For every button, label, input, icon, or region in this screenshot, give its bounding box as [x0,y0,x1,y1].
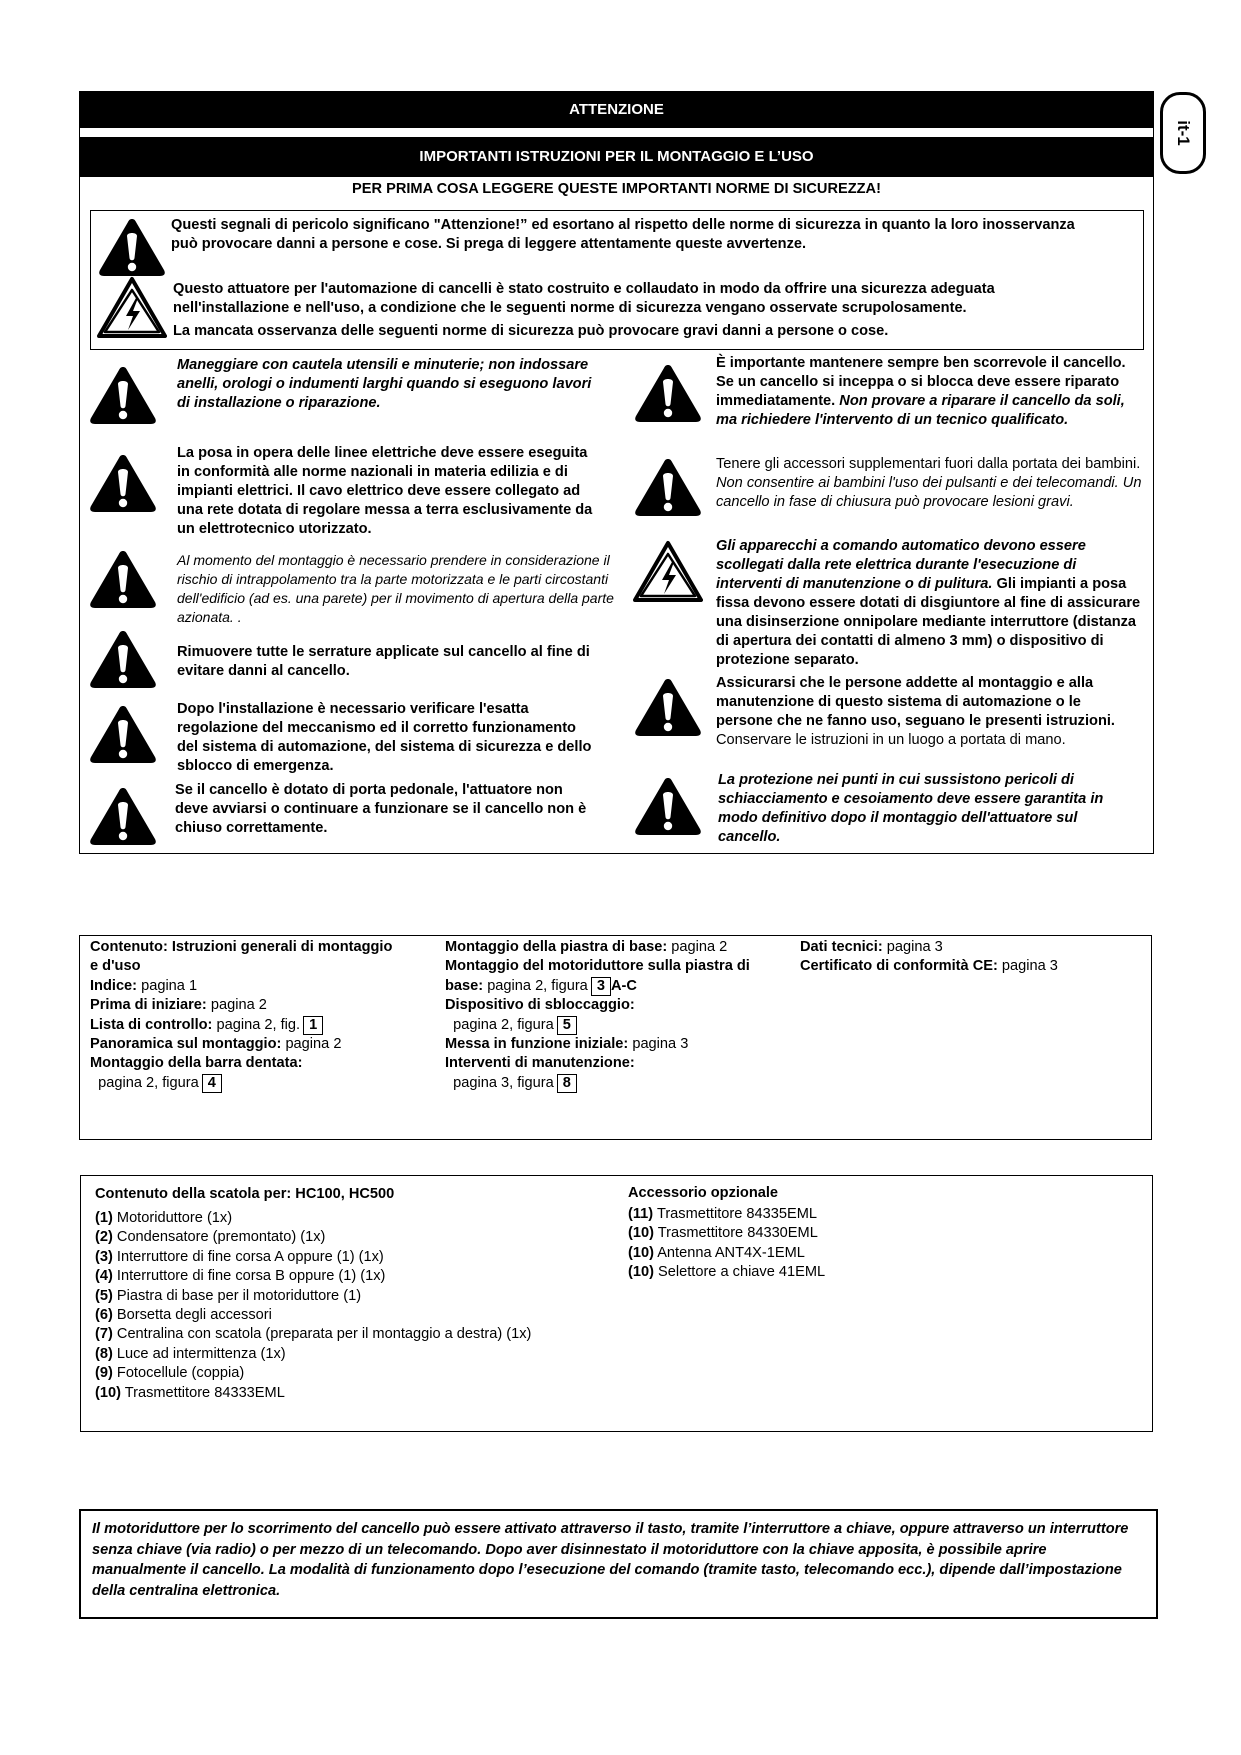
intro-text-3: La mancata osservanza delle seguenti norme di sicurezza può provocare gravi danni a persone o cose. [173,323,889,339]
warning-icon [88,785,158,847]
item-text: Borsetta degli accessori [116,1307,272,1324]
figure-number: 8 [557,1074,577,1093]
page-tab [1160,92,1206,174]
list-item [628,1205,825,1224]
toc-entry-label: Dati tecnici: [800,939,883,955]
figure-suffix: A-C [610,977,637,994]
toc-entry [445,1016,795,1035]
toc-entry [800,938,1130,957]
toc-entry-page: pagina 3 [632,1036,689,1053]
item-number: (11) [628,1206,654,1222]
toc-entry-page: pagina 2, figura [487,977,588,994]
item-number: (10) [628,1244,654,1261]
toc-entry-label: e d'uso [90,958,141,975]
toc-entry-label: Dispositivo di sbloccaggio: [445,997,635,1014]
list-item [95,1228,531,1247]
warning-follow-instructions-bold: Assicurarsi che le persone addette al montaggio e alla manutenzione di questo sistema di automazione o le persone che ne fanno uso, seguano le presenti istruzioni. [716,675,1115,729]
item-text: Fotocellule (coppia) [116,1365,245,1382]
item-text: Antenna ANT4X-1EML [657,1244,805,1261]
toc-entry-label: Montaggio della piastra di base: [445,939,668,955]
item-number: (9) [95,1365,113,1382]
list-item [95,1306,531,1325]
warning-smooth-gate [716,354,1146,430]
toc-entry-page: pagina 2 [210,997,267,1014]
item-number: (2) [95,1229,113,1246]
item-number: (3) [95,1248,113,1265]
toc-entry [90,996,430,1015]
list-item [95,1384,531,1403]
safety-subtitle: PER PRIMA COSA LEGGERE QUESTE IMPORTANTI NORME DI SICUREZZA! [352,181,881,197]
toc-entry [445,977,795,996]
warning-icon [88,703,158,765]
toc-entry-label: Montaggio della barra dentata: [90,1055,303,1072]
toc-entry-label: Prima di iniziare: [90,997,207,1014]
item-text: Luce ad intermittenza (1x) [116,1345,286,1362]
warning-smooth-gate-italic: Non provare a riparare il cancello da soli, ma richiedere l'intervento di un tecnico qualificato. [716,393,1125,428]
toc-entry [90,1054,430,1073]
warning-disconnect-italic: Gli apparecchi a comando automatico devono essere scollegati dalla rete elettrica durante l'esecuzione di interventi di manutenzione o di pulitura. [716,538,1086,592]
item-text: Trasmettitore 84333EML [124,1384,285,1401]
intro-text-1: Questi segnali di pericolo significano "Attenzione!” ed esortano al rispetto delle norme di sicurezza in quanto la loro inosservanza può provocare danni a persone e cose. Si prega di leggere attentamente queste avvertenze. [171,217,1075,252]
warning-disconnect-text: Gli impianti a posa fissa devono essere dotati di disgiuntore al fine di assicurare una disinserzione onnipolare mediante interruttore (distanza di apertura dei contatti di almeno 3 mm) o dispositivo di protezione separato. [716,576,1141,668]
toc-entry-label: Messa in funzione iniziale: [445,1036,629,1053]
list-item [95,1209,531,1228]
item-number: (8) [95,1345,113,1362]
warning-children-italic: Non consentire ai bambini l'uso dei pulsanti e dei telecomandi. Un cancello in fase di chiusura può provocare lesioni gravi. [716,475,1142,510]
item-text: Interruttore di fine corsa B oppure (1) (1x) [116,1268,386,1285]
list-item [95,1287,531,1306]
toc-entry [445,938,795,957]
toc-entry-label: Interventi di manutenzione: [445,1055,635,1072]
figure-number: 3 [591,977,611,996]
toc-column-3 [800,938,1130,977]
item-number: (7) [95,1326,113,1343]
list-item [95,1364,531,1383]
item-text: Interruttore di fine corsa A oppure (1) (1x) [116,1248,384,1265]
toc-entry-label: Panoramica sul montaggio: [90,1036,282,1053]
toc-entry-label: base: [445,977,484,994]
toc-entry-page: pagina 3 [1001,958,1058,975]
item-text: Motoriduttore (1x) [116,1210,233,1226]
warning-icon [633,676,703,738]
toc-entry [445,957,795,976]
warning-entrapment: Al momento del montaggio è necessario prendere in considerazione il rischio di intrappolamento tra la parte motorizzata e le parti circostanti dell'edificio (ad es. una parete) per il movimento di apertura della parte azionata. . [177,552,614,625]
figure-number: 4 [202,1074,222,1093]
warning-children [716,455,1146,512]
item-text: Trasmettitore 84335EML [656,1206,818,1222]
toc-column-2 [445,938,795,1093]
item-text: Condensatore (premontato) (1x) [116,1229,326,1246]
item-number: (10) [628,1225,654,1242]
toc-entry [90,1074,430,1093]
toc-entry-page: pagina 2, fig. [216,1016,301,1033]
warning-icon [97,216,167,278]
item-number: (5) [95,1287,113,1304]
warning-verify: Dopo l'installazione è necessario verificare l'esatta regolazione del meccanismo ed il corretto funzionamento del sistema di automazione, del sistema di sicurezza e dello sblocco di emergenza. [177,701,592,774]
figure-number: 5 [557,1016,577,1035]
list-item [95,1325,531,1344]
electric-hazard-icon [633,540,703,602]
electric-hazard-icon [97,276,167,338]
warning-pedestrian-door: Se il cancello è dotato di porta pedonale, l'attuatore non deve avviarsi o continuare a funzionare se il cancello non è chiuso correttamente. [175,782,587,836]
optional-accessories-list [628,1205,825,1283]
warning-smooth-gate-text: È importante mantenere sempre ben scorrevole il cancello. Se un cancello si inceppa o si blocca deve essere riparato immediatamente. [716,355,1126,409]
warning-icon [88,548,158,610]
intro-text-2: Questo attuatore per l'automazione di cancelli è stato costruito e collaudato in modo da offrire una sicurezza adeguata nell'installazione e nell'uso, a condizione che le seguenti norme di sicurezza vengano osservate scrupolosamente. [173,281,995,316]
toc-entry [90,957,430,976]
list-item [628,1224,825,1243]
toc-entry-label: Contenuto: Istruzioni generali di montaggio [90,939,393,955]
item-number: (6) [95,1307,113,1324]
warning-icon [88,628,158,690]
toc-entry-page: pagina 2, figura [453,1016,554,1033]
warning-follow-instructions-text: Conservare le istruzioni in un luogo a portata di mano. [716,732,1066,748]
page-tab-label: it-1 [1174,120,1193,146]
toc-entry-page: pagina 2 [671,939,728,955]
warning-icon [88,364,158,426]
toc-entry-label: Indice: [90,977,138,994]
toc-column-1 [90,938,430,1093]
toc-entry-page: pagina 3, figura [453,1074,554,1091]
operation-note: Il motoriduttore per lo scorrimento del cancello può essere attivato attraverso il tasto, tramite l’interruttore a chiave, oppure attraverso un interruttore senza chiave (via radio) o per mezzo di un telecomando. Dopo aver disinnestato il motoriduttore con la chiave apposita, è possibile aprire manualmente il cancello. La modalità di funzionamento dopo l’esecuzione del comando (tramite tasto, telecomando ecc.), dipende dall’impostazione della centralina elettronica. [92,1521,1129,1599]
list-item [95,1248,531,1267]
warning-icon [88,452,158,514]
optional-accessories-title: Accessorio opzionale [628,1185,779,1201]
warning-children-text: Tenere gli accessori supplementari fuori dalla portata dei bambini. [716,456,1141,472]
warning-disconnect [716,537,1146,670]
warning-crushing: La protezione nei punti in cui sussistono pericoli di schiacciamento e cesoiamento deve essere garantita in modo definitivo dopo il montaggio dell'attuatore sul cancello. [718,772,1104,845]
item-number: (4) [95,1268,113,1285]
item-number: (10) [628,1264,654,1281]
attention-title: ATTENZIONE [569,101,664,118]
item-text: Trasmettitore 84330EML [657,1225,818,1242]
list-item [628,1244,825,1263]
toc-entry [90,1035,430,1054]
toc-entry [90,977,430,996]
instructions-title: IMPORTANTI ISTRUZIONI PER IL MONTAGGIO E L’USO [419,148,814,165]
item-text: Piastra di base per il motoriduttore (1) [116,1287,362,1304]
warning-electrical-lines: La posa in opera delle linee elettriche deve essere eseguita in conformità alle norme nazionali in materia edilizia e di impianti elettrici. Il cavo elettrico deve essere collegato ad una rete dotata di regolare messa a terra esclusivamente da un elettrotecnico utorizzato. [177,445,593,537]
toc-entry [445,1054,795,1073]
item-text: Selettore a chiave 41EML [658,1264,826,1281]
box-contents-list [95,1209,531,1403]
warning-tools: Maneggiare con cautela utensili e minuterie; non indossare anelli, orologi o indumenti larghi quando si eseguono lavori di installazione o riparazione. [177,357,592,411]
warning-icon [633,775,703,837]
warning-locks: Rimuovere tutte le serrature applicate sul cancello al fine di evitare danni al cancello. [177,644,590,679]
warning-icon [633,362,703,424]
toc-entry [90,938,430,957]
toc-entry-page: pagina 3 [886,939,943,955]
item-number: (10) [95,1384,121,1401]
box-contents-title: Contenuto della scatola per: HC100, HC500 [95,1186,395,1202]
toc-entry [445,996,795,1015]
toc-entry-label: Lista di controllo: [90,1016,213,1033]
list-item [628,1263,825,1282]
item-text: Centralina con scatola (preparata per il montaggio a destra) (1x) [116,1326,532,1343]
toc-entry [800,957,1130,976]
toc-entry-label: Certificato di conformità CE: [800,958,998,975]
toc-entry-page: pagina 2 [285,1036,342,1053]
list-item [95,1345,531,1364]
toc-entry-page: pagina 2, figura [98,1074,199,1091]
toc-entry-page: pagina 1 [141,977,198,994]
toc-entry [445,1035,795,1054]
item-number: (1) [95,1210,113,1226]
toc-entry [90,1016,430,1035]
warning-follow-instructions [716,674,1136,750]
figure-number: 1 [303,1016,323,1035]
toc-entry [445,1074,795,1093]
list-item [95,1267,531,1286]
toc-entry-label: Montaggio del motoriduttore sulla piastra di [445,958,750,975]
warning-icon [633,456,703,518]
